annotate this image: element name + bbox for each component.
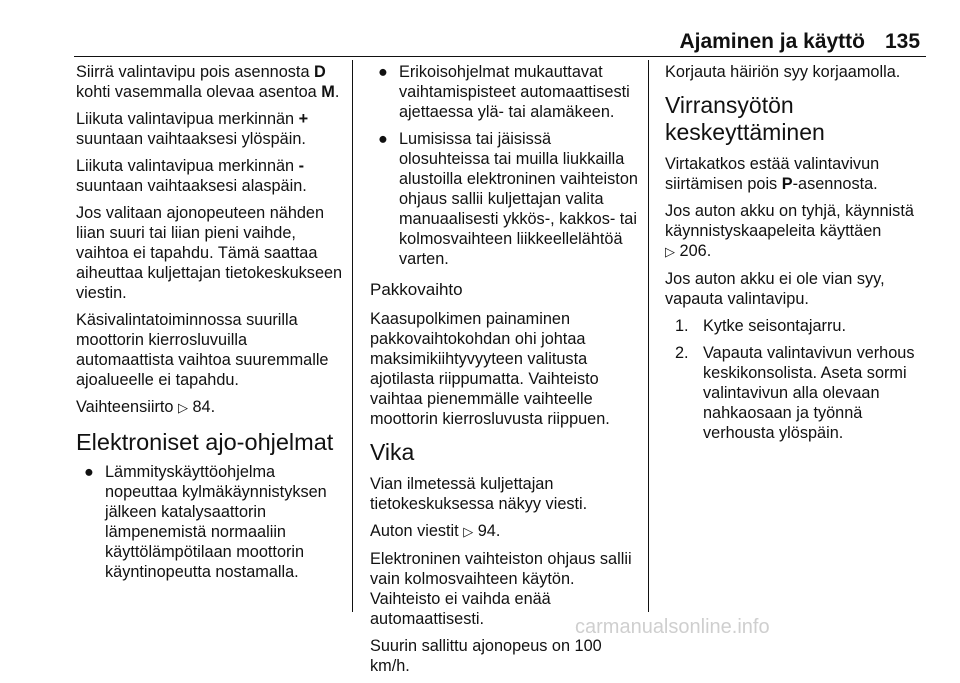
list-item: ● Lämmityskäyttöohjelma nopeuttaa kylmäkäynnistyksen jälkeen katalysaattorin lämpenemistä normaaliin käyttölämpötilaan moottorin käyntinopeutta nostamalla. — [84, 463, 327, 581]
list-item: 2. Vapauta valintavivun verhous keskikonsolista. Aseta sormi valintavivun alla olevaan nahkaosaan ja työnnä verhousta ylöspäin. — [675, 344, 915, 442]
paragraph: Käsivalintatoiminnossa suurilla moottorin kierrosluvuilla automaattista vaihtoa suuremmalle ajoalueelle ei tapahdu. — [76, 311, 329, 389]
column-3 — [665, 62, 927, 450]
reference-arrow-icon: ▷ — [665, 244, 675, 259]
column-1 — [76, 62, 346, 590]
cross-reference[interactable]: Vaihteensiirto ▷ 84. — [76, 398, 216, 416]
paragraph: Suurin sallittu ajonopeus on 100 km/h. — [370, 637, 602, 675]
paragraph: Jos valitaan ajonopeuteen nähden liian suuri tai liian pieni vaihde, vaihtoa ei tapahdu. Tämä saattaa aiheuttaa kuljettajan tietokeskukseen viestin. — [76, 204, 343, 302]
cross-reference[interactable]: Jos auton akku on tyhjä, käynnistä käynnistyskaapeleita käyttäen ▷ 206. — [665, 202, 914, 260]
bullet-icon: ● — [84, 463, 94, 481]
running-header-title: Ajaminen ja käyttö — [679, 30, 865, 53]
header-rule — [74, 56, 926, 57]
list-item: 1. Kytke seisontajarru. — [675, 317, 846, 335]
bullet-icon: ● — [378, 63, 388, 81]
reference-arrow-icon: ▷ — [177, 400, 188, 415]
paragraph: Elektroninen vaihteiston ohjaus sallii vain kolmosvaihteen käytön. Vaihteisto ei vaihda enää automaattisesti. — [370, 550, 632, 628]
paragraph: Liikuta valintavipua merkinnän - suuntaan vaihtaaksesi alaspäin. — [76, 157, 307, 195]
paragraph: Vian ilmetessä kuljettajan tietokeskuksessa näkyy viesti. — [370, 475, 588, 513]
section-heading: Elektroniset ajo-ohjelmat — [76, 429, 334, 455]
paragraph: Liikuta valintavipua merkinnän + suuntaan vaihtaaksesi ylöspäin. — [76, 110, 309, 148]
bullet-list — [370, 62, 638, 269]
paragraph: Siirrä valintavipu pois asennosta D kohti vasemmalla olevaa asentoa M. — [76, 63, 340, 101]
list-item: ● Lumisissa tai jäisissä olosuhteissa tai muilla liukkailla alustoilla elektroninen vaihteiston ohjaus sallii kuljettajan valita manuaalisesti ykkös-, kakkos- tai kolmosvaihteen liikkeellelähtöä varten. — [378, 130, 638, 268]
column-divider-2 — [648, 60, 649, 612]
bullet-icon: ● — [378, 130, 388, 148]
cross-reference[interactable]: Auton viestit ▷ 94. — [370, 522, 501, 540]
numbered-list — [665, 316, 927, 443]
paragraph: Kaasupolkimen painaminen pakkovaihtokohdan ohi johtaa maksimikiihtyvyyteen valitusta ajotilasta riippumatta. Vaihteisto vaihtaa pienemmälle vaihteelle moottorin kierrosluvusta riippuen. — [370, 310, 610, 428]
column-2 — [370, 62, 638, 683]
paragraph: Virtakatkos estää valintavivun siirtämisen pois P-asennosta. — [665, 155, 880, 193]
watermark: carmanualsonline.info — [575, 616, 770, 638]
page-number: 135 — [885, 30, 921, 53]
column-divider-1 — [352, 60, 353, 612]
reference-arrow-icon: ▷ — [463, 524, 474, 539]
list-item: ● Erikoisohjelmat mukauttavat vaihtamispisteet automaattisesti ajettaessa ylä- tai alamäkeen. — [378, 63, 630, 121]
section-heading: Vika — [370, 439, 415, 465]
paragraph: Jos auton akku ei ole vian syy, vapauta valintavipu. — [665, 270, 885, 308]
subsection-heading: Pakkovaihto — [370, 280, 463, 299]
section-heading: Virransyötön keskeyttäminen — [665, 92, 825, 145]
bullet-list — [76, 462, 346, 582]
paragraph: Korjauta häiriön syy korjaamolla. — [665, 63, 901, 81]
